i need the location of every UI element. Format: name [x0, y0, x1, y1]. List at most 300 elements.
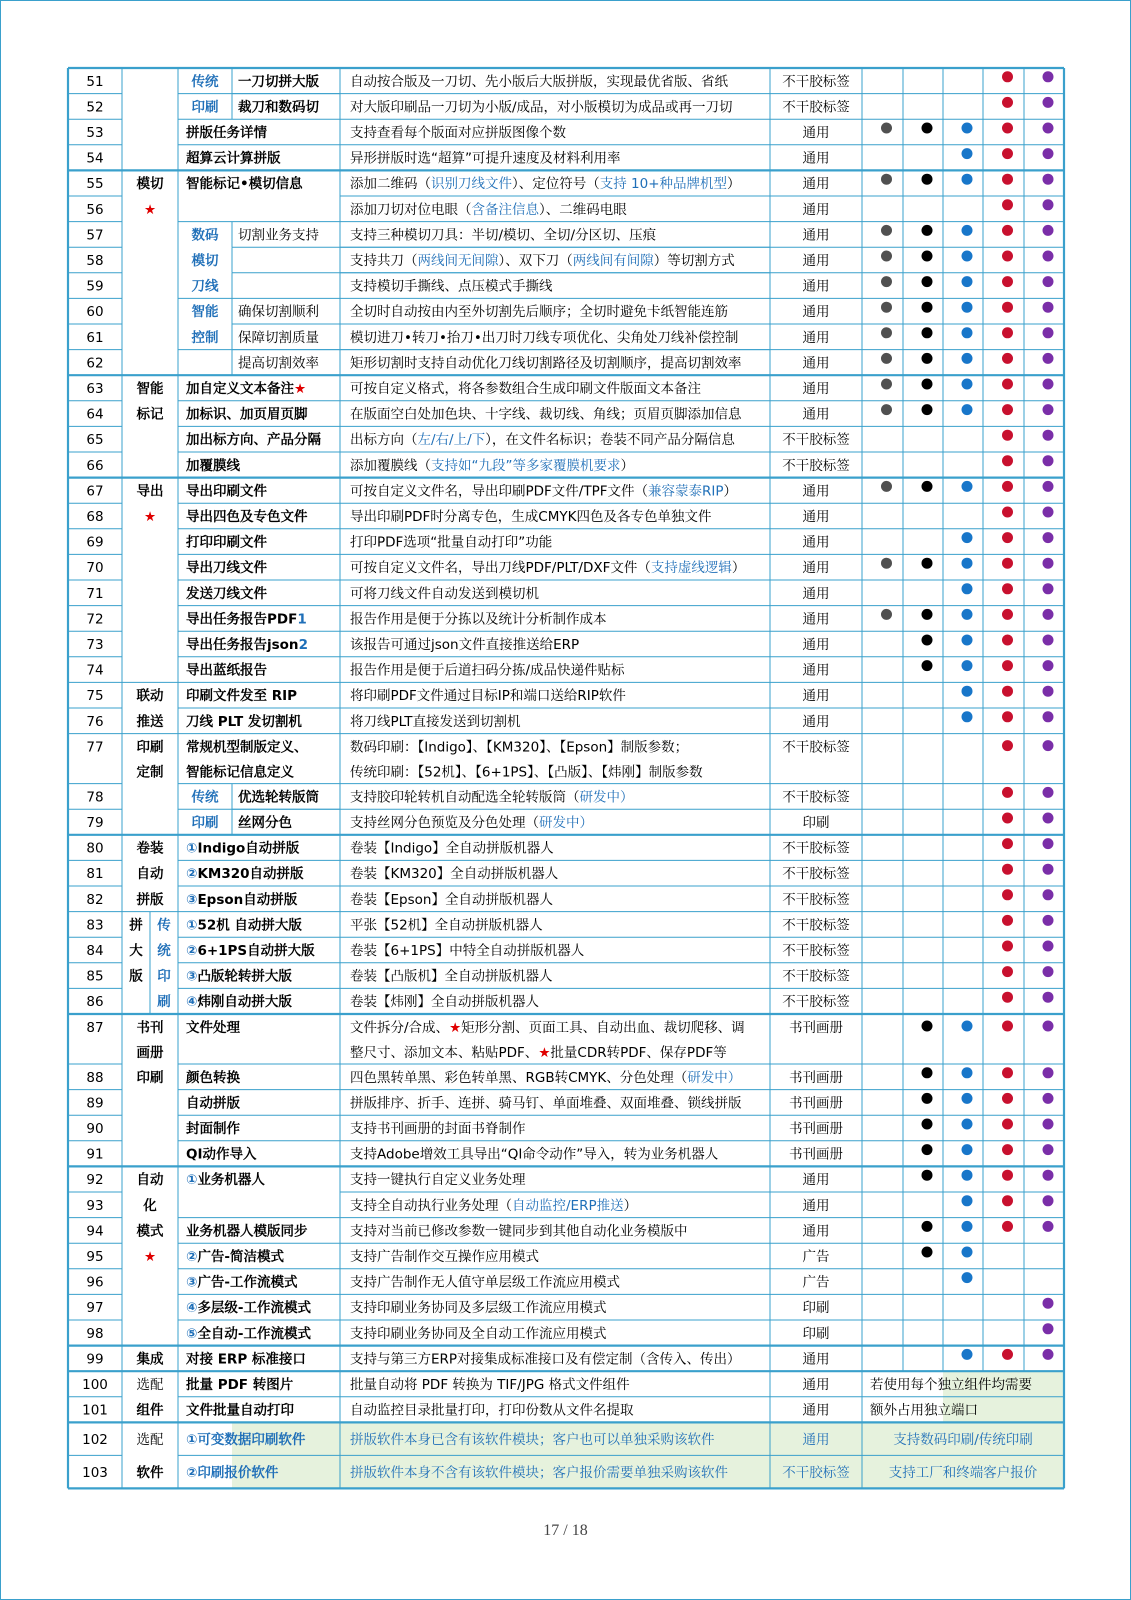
row-number-seg: 90 — [86, 1121, 104, 1137]
red-dot — [1002, 889, 1013, 900]
category-label — [157, 942, 171, 959]
category-label — [156, 916, 171, 933]
row-number — [86, 1095, 103, 1111]
blue-dot — [962, 251, 973, 262]
category-label — [157, 969, 171, 985]
usage-label-seg: 不干胶标签 — [782, 739, 850, 756]
feature-description — [350, 559, 745, 576]
feature-description-seg: 矩形分割、页面工具、自动出血、裁切爬移、调 — [461, 1020, 745, 1036]
feature-description-seg: 卷装【Epson】全自动拼版机器人 — [350, 891, 553, 908]
usage-label — [803, 202, 830, 218]
feature-description — [350, 687, 626, 704]
subcategory-label — [192, 99, 219, 115]
usage-label — [782, 739, 850, 756]
row-number-seg: 82 — [86, 891, 104, 908]
row-number — [86, 994, 103, 1010]
feature-description-seg: 自动监控目录批量打印，打印份数从文件名提取 — [350, 1402, 634, 1419]
category-label-seg: 模式 — [136, 1223, 164, 1240]
row-number — [86, 969, 103, 985]
category-label — [137, 1171, 164, 1188]
feature-description — [350, 124, 566, 141]
blue-dot — [962, 302, 973, 313]
feature-description-seg: 传统印刷：【52机】、【6+1PS】、【凸版】、【炜刚】制版参数 — [350, 764, 703, 781]
usage-label — [782, 916, 850, 933]
red-dot — [1002, 302, 1013, 313]
feature-name-seg: ④ — [186, 1300, 198, 1317]
usage-label — [782, 942, 850, 959]
feature-name — [186, 559, 267, 576]
purple-dot — [1043, 558, 1054, 569]
feature-name-seg: ② — [186, 943, 198, 959]
row-number — [86, 866, 103, 882]
red-dot — [1002, 97, 1013, 108]
feature-name — [186, 1402, 294, 1419]
blue-dot — [962, 1170, 973, 1181]
row-number-seg: 57 — [86, 227, 104, 244]
red-dot — [1002, 379, 1013, 390]
row-number — [86, 841, 103, 857]
row-number-seg: 60 — [86, 304, 104, 321]
red-dot — [1002, 1195, 1013, 1206]
row-number-seg: 87 — [86, 1020, 104, 1036]
usage-label-seg: 印刷 — [802, 1300, 830, 1317]
subcategory-label-seg: 智能 — [191, 304, 219, 321]
category-label-seg: 书刊 — [136, 1020, 164, 1036]
feature-name — [186, 865, 304, 882]
purple-dot — [1043, 915, 1054, 926]
row-number-seg: 85 — [86, 968, 104, 985]
purple-dot — [1043, 302, 1054, 313]
feature-description — [350, 916, 543, 933]
purple-dot — [1043, 686, 1054, 697]
subcategory-label — [192, 303, 219, 320]
feature-description-seg: 支持如“九段”等多家覆膜机要求 — [431, 457, 621, 474]
row-number — [86, 917, 103, 933]
usage-label-seg: 通用 — [802, 304, 830, 321]
red-dot — [1002, 686, 1013, 697]
feature-name-seg: 1 — [297, 611, 307, 628]
feature-name — [186, 1248, 285, 1265]
feature-name-seg: 业务机器人模版同步 — [186, 1223, 308, 1240]
blue-dot — [962, 609, 973, 620]
usage-label-seg: 通用 — [802, 1351, 830, 1368]
usage-label-seg: 书刊画册 — [789, 1121, 843, 1137]
usage-label-seg: 不干胶标签 — [782, 968, 850, 985]
row-number-seg: 92 — [86, 1172, 104, 1189]
row-number — [86, 355, 103, 371]
feature-name-seg: 广告-工作流模式 — [197, 1274, 298, 1291]
blue-dot — [962, 1119, 973, 1130]
red-dot — [1002, 864, 1013, 875]
feature-description-seg: 识别刀线文件 — [431, 176, 512, 193]
purple-dot — [1043, 199, 1054, 210]
purple-dot — [1043, 174, 1054, 185]
category-label — [136, 406, 164, 423]
purple-dot — [1043, 1021, 1054, 1032]
row-number-seg: 51 — [86, 73, 104, 90]
feature-description-seg: ） — [623, 1197, 638, 1214]
feature-name — [238, 303, 319, 320]
feature-name — [186, 150, 281, 167]
purple-dot — [1043, 327, 1054, 338]
row-number — [82, 1432, 108, 1448]
purple-dot — [1043, 813, 1054, 824]
purple-dot — [1043, 1119, 1054, 1130]
component-note — [893, 1431, 1033, 1448]
feature-description — [350, 1274, 620, 1291]
gray-dot — [881, 302, 892, 313]
usage-label-seg: 不干胶标签 — [782, 432, 850, 449]
feature-name — [186, 662, 267, 679]
gray-dot — [881, 276, 892, 287]
category-label-seg: 传 — [157, 917, 171, 934]
category-label-seg: 拼版 — [136, 891, 164, 908]
feature-name-seg: 全自动-工作流模式 — [197, 1325, 312, 1342]
feature-name-seg: ①可变数据印刷软件 — [186, 1431, 306, 1448]
purple-dot — [1043, 481, 1054, 492]
feature-name — [186, 713, 302, 730]
row-number-seg: 96 — [86, 1274, 104, 1291]
feature-description — [350, 662, 625, 679]
red-dot — [1002, 507, 1013, 518]
usage-label-seg: 通用 — [802, 253, 830, 269]
row-number — [86, 458, 103, 474]
purple-dot — [1043, 353, 1054, 364]
feature-description-seg: ★ — [538, 1045, 551, 1061]
usage-label-seg: 印刷 — [802, 1325, 830, 1342]
usage-label — [803, 279, 830, 295]
feature-description-seg: 批量自动将 PDF 转换为 TIF/JPG 格式文件组件 — [350, 1377, 630, 1393]
black-dot — [922, 379, 933, 390]
purple-dot — [1043, 532, 1054, 543]
feature-name — [186, 636, 308, 653]
category-label — [137, 1402, 164, 1419]
black-dot — [922, 1119, 933, 1130]
row-number — [86, 1326, 103, 1342]
feature-description-seg: 异形拼版时选“超算”可提升速度及材料利用率 — [350, 150, 621, 167]
row-number — [82, 1403, 108, 1419]
usage-label-seg: 不干胶标签 — [782, 994, 850, 1011]
usage-label — [782, 993, 850, 1010]
category-label-seg: 统 — [157, 943, 171, 959]
category-label — [137, 713, 164, 730]
category-label — [137, 865, 164, 882]
row-number-seg: 88 — [86, 1069, 104, 1086]
feature-description-seg: 支持一键执行自定义业务处理 — [350, 1172, 526, 1189]
row-number-seg: 100 — [82, 1377, 108, 1393]
subcategory-label — [191, 788, 219, 805]
feature-description — [350, 1044, 727, 1061]
usage-label — [803, 535, 830, 551]
usage-label-seg: 书刊画册 — [789, 1146, 843, 1163]
blue-dot — [962, 532, 973, 543]
feature-name-seg: 文件处理 — [186, 1020, 240, 1036]
feature-description — [350, 457, 634, 474]
category-label-seg: ★ — [143, 509, 157, 525]
feature-description-seg: ）、定位符号（ — [512, 176, 600, 193]
row-number — [86, 1198, 103, 1214]
feature-name-seg: 文件批量自动打印 — [186, 1402, 294, 1419]
feature-name — [186, 1299, 312, 1316]
red-dot — [1002, 1021, 1013, 1032]
feature-description-seg: 可按自定义格式，将各参数组合生成印刷文件版面文本备注 — [350, 381, 701, 397]
purple-dot — [1043, 1170, 1054, 1181]
purple-dot — [1043, 123, 1054, 134]
blue-dot — [962, 1067, 973, 1078]
blue-dot — [962, 174, 973, 185]
feature-description-seg: 全切时自动按由内至外切割先后顺序；全切时避免卡纸智能连筋 — [350, 304, 728, 321]
subcategory-label-seg: 传统 — [191, 73, 219, 90]
feature-description-seg: 研发中） — [687, 1069, 742, 1086]
feature-name-seg: 6+1PS自动拼大版 — [197, 943, 315, 959]
usage-label-seg: 通用 — [802, 1431, 830, 1448]
blue-dot — [962, 123, 973, 134]
category-label — [142, 1197, 157, 1214]
component-note — [870, 1402, 978, 1419]
usage-label-seg: 通用 — [802, 150, 830, 167]
usage-label — [803, 1300, 830, 1316]
usage-label — [803, 227, 830, 243]
usage-label-seg: 不干胶标签 — [782, 1464, 850, 1481]
blue-dot — [962, 148, 973, 159]
feature-name — [186, 1019, 240, 1036]
red-dot — [1002, 1067, 1013, 1078]
feature-name — [185, 1350, 306, 1367]
red-dot — [1002, 558, 1013, 569]
feature-name-seg: QI动作导入 — [186, 1146, 257, 1163]
usage-label — [782, 840, 850, 857]
red-dot — [1002, 327, 1013, 338]
feature-description — [350, 739, 688, 756]
feature-name-seg: 颜色转换 — [186, 1069, 240, 1086]
feature-description-seg: ），在文件名标识；卷装不同产品分隔信息 — [485, 432, 735, 449]
gray-dot — [881, 123, 892, 134]
subcategory-label-seg: 印刷 — [191, 815, 219, 831]
row-number — [86, 176, 103, 192]
usage-label-seg: 通用 — [802, 329, 830, 346]
category-label-seg: 卷装 — [136, 840, 164, 857]
usage-label — [803, 586, 830, 602]
feature-description-seg: 支持与第三方ERP对接集成标准接口及有偿定制（含传入、传出） — [350, 1351, 741, 1368]
category-label-seg: 组件 — [136, 1402, 164, 1419]
usage-label-seg: 不干胶标签 — [782, 840, 850, 857]
row-number — [86, 381, 103, 397]
usage-label — [803, 1248, 830, 1265]
feature-description-seg: 支持印刷业务协同及全自动工作流应用模式 — [350, 1325, 607, 1342]
usage-label — [782, 865, 850, 882]
red-dot — [1002, 430, 1013, 441]
usage-label — [789, 1120, 843, 1137]
row-number — [86, 1351, 103, 1367]
row-number — [86, 1020, 103, 1036]
feature-description — [350, 585, 539, 602]
purple-dot — [1043, 404, 1054, 415]
feature-name-seg: ① — [186, 840, 198, 857]
usage-label-seg: 通用 — [802, 278, 830, 295]
feature-name — [186, 968, 292, 985]
usage-label — [782, 788, 850, 805]
blue-dot — [962, 276, 973, 287]
feature-name — [186, 764, 294, 781]
page-separator: / — [563, 1522, 568, 1539]
gray-dot — [881, 174, 892, 185]
feature-name-seg: 智能标记•模切信息 — [186, 176, 303, 193]
feature-name-seg: 切割业务支持 — [238, 227, 319, 244]
usage-label-seg: 通用 — [802, 201, 830, 218]
row-number-seg: 65 — [86, 432, 104, 449]
feature-name — [186, 739, 308, 756]
feature-description — [350, 610, 607, 627]
feature-description — [350, 201, 627, 218]
feature-name-seg: 加出标方向、产品分隔 — [186, 432, 321, 449]
feature-name — [186, 1464, 279, 1481]
purple-dot — [1043, 276, 1054, 287]
usage-label — [803, 407, 830, 423]
usage-label-seg: 不干胶标签 — [782, 891, 850, 908]
feature-name — [186, 610, 307, 627]
red-dot — [1002, 1221, 1013, 1232]
category-label — [144, 1249, 156, 1265]
usage-label — [789, 1069, 843, 1086]
usage-label — [782, 891, 850, 908]
feature-description — [350, 1431, 715, 1448]
row-number — [86, 535, 103, 551]
row-number-seg: 58 — [86, 253, 104, 269]
gray-dot — [881, 404, 892, 415]
purple-dot — [1043, 97, 1054, 108]
feature-name-seg: 常规机型制版定义、 — [186, 739, 308, 756]
black-dot — [922, 353, 933, 364]
purple-dot — [1043, 507, 1054, 518]
usage-label-seg: 通用 — [802, 662, 830, 679]
feature-name-seg: ⑤ — [186, 1325, 198, 1342]
category-label-seg: 印 — [157, 968, 171, 985]
row-number-seg: 73 — [86, 637, 104, 653]
category-label-seg: ★ — [143, 1249, 157, 1265]
usage-label — [803, 125, 830, 141]
feature-description — [350, 303, 728, 320]
usage-label-seg: 通用 — [802, 688, 830, 705]
usage-label — [803, 815, 830, 831]
feature-name-seg: 打印印刷文件 — [186, 534, 267, 551]
category-label — [137, 764, 164, 781]
usage-label — [803, 355, 830, 371]
feature-description-seg: 导出印刷PDF时分离专色，生成CMYK四色及各专色单独文件 — [350, 509, 712, 525]
usage-label-seg: 通用 — [802, 637, 830, 653]
row-number — [86, 304, 103, 320]
blue-dot — [962, 1247, 973, 1258]
usage-label-seg: 通用 — [802, 125, 830, 141]
feature-name — [186, 942, 315, 959]
usage-label-seg: 通用 — [802, 534, 830, 551]
feature-name-seg: 加标识、加页眉页脚 — [186, 406, 308, 423]
category-label-seg: 联动 — [136, 688, 164, 705]
feature-name-seg: 保障切割质量 — [238, 329, 319, 346]
feature-name — [185, 585, 267, 602]
feature-description-seg: 文件拆分/合成、 — [350, 1020, 450, 1036]
category-label-seg: 自动 — [136, 866, 164, 883]
gray-dot — [881, 225, 892, 236]
feature-description-seg: 含备注信息 — [471, 201, 539, 218]
feature-description-seg: 支持查看每个版面对应拼版图像个数 — [350, 125, 566, 141]
feature-name-seg: 刀线 PLT 发切割机 — [186, 713, 302, 730]
blue-dot — [962, 1221, 973, 1232]
feature-name-seg: 2 — [298, 637, 308, 653]
feature-description — [350, 380, 701, 397]
usage-label — [803, 253, 830, 269]
row-number — [86, 586, 103, 602]
red-dot — [1002, 481, 1013, 492]
feature-name-seg: ② — [186, 866, 198, 883]
component-note-seg: 支持数码印刷/传统印刷 — [893, 1431, 1033, 1448]
category-label — [144, 202, 156, 218]
row-number — [86, 227, 103, 243]
row-number — [86, 740, 103, 756]
feature-name — [186, 431, 321, 448]
subcategory-label — [192, 278, 219, 295]
usage-label-seg: 不干胶标签 — [782, 73, 850, 90]
gray-dot — [881, 609, 892, 620]
feature-description — [350, 636, 579, 653]
feature-description — [350, 1146, 719, 1163]
feature-description-seg: ） — [727, 176, 741, 193]
category-label — [137, 1350, 164, 1367]
feature-description-seg: 研发中） — [579, 789, 634, 806]
feature-description — [350, 1222, 688, 1239]
red-dot — [1002, 71, 1013, 82]
usage-label-seg: 不干胶标签 — [782, 789, 850, 806]
usage-label — [803, 637, 830, 653]
feature-name-seg: ★ — [294, 381, 307, 397]
feature-description — [350, 891, 553, 908]
purple-dot — [1043, 992, 1054, 1003]
feature-description — [350, 1402, 634, 1419]
row-number-seg: 56 — [86, 201, 104, 218]
feature-name — [186, 1431, 306, 1448]
feature-description — [350, 252, 735, 269]
feature-name-seg: ① — [186, 917, 198, 934]
row-number — [86, 611, 103, 627]
feature-description-seg: 拼版软件本身不含有该软件模块；客户报价需要单独采购该软件 — [350, 1464, 728, 1481]
feature-description-seg: 支持模切手撕线、点压模式手撕线 — [350, 278, 553, 295]
feature-name — [186, 534, 267, 551]
row-number-seg: 84 — [86, 943, 104, 959]
category-label — [137, 1464, 164, 1481]
feature-name-seg: Epson自动拼版 — [197, 891, 298, 908]
category-label-seg: 化 — [143, 1197, 157, 1214]
usage-label-seg: 书刊画册 — [789, 1095, 843, 1112]
feature-description-seg: 矩形切割时支持自动优化刀线切割路径及切割顺序，提高切割效率 — [350, 355, 742, 372]
red-dot — [1002, 583, 1013, 594]
usage-label-seg: 通用 — [802, 1223, 830, 1240]
row-number-seg: 95 — [86, 1249, 104, 1265]
feature-description-seg: 支持三种模切刀具：半切/模切、全切/分区切、压痕 — [350, 227, 657, 244]
red-dot — [1002, 225, 1013, 236]
usage-label — [803, 560, 830, 576]
feature-description-seg: 平张【52机】全自动拼版机器人 — [350, 917, 543, 934]
category-label — [129, 942, 143, 959]
red-dot — [1002, 635, 1013, 646]
feature-description-seg: 卷装【6+1PS】中特全自动拼版机器人 — [350, 943, 585, 959]
feature-name-seg: 发送刀线文件 — [186, 585, 267, 602]
feature-name-seg: ① — [186, 1172, 198, 1189]
row-number-seg: 70 — [86, 560, 104, 577]
feature-description-seg: 数码印刷：【Indigo】、【KM320】、【Epson】制版参数； — [350, 739, 689, 756]
row-number-seg: 78 — [86, 789, 104, 806]
row-number — [86, 688, 103, 704]
red-dot — [1002, 711, 1013, 722]
blue-dot — [962, 353, 973, 364]
